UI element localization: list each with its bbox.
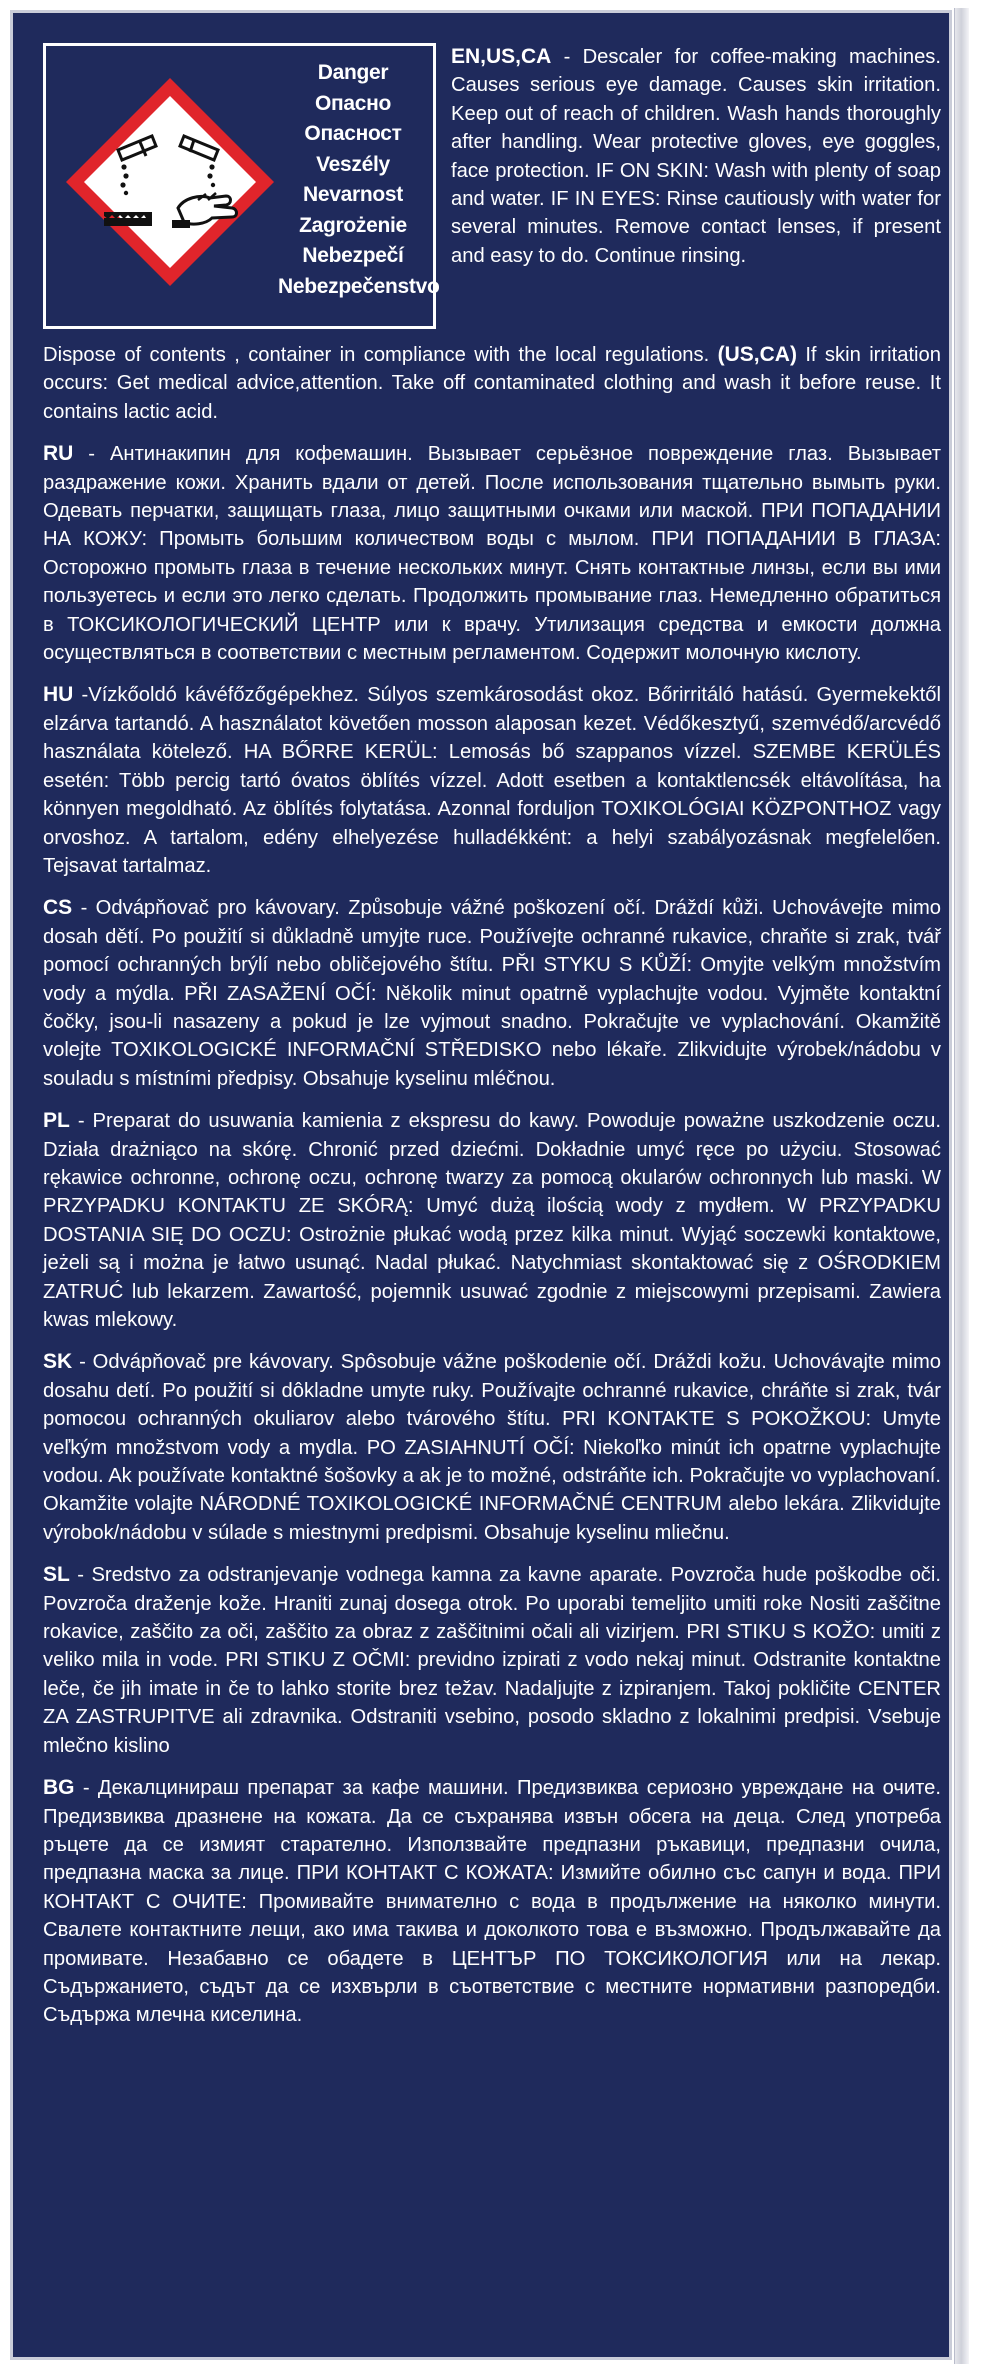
signal-word: Опасно xyxy=(314,91,392,115)
signal-word: Danger xyxy=(317,61,389,84)
language-code: (US,CA) xyxy=(717,343,797,366)
language-code: PL xyxy=(43,1109,70,1133)
language-code: BG xyxy=(43,1776,75,1800)
signal-word: Опасност xyxy=(304,122,402,145)
section-ru xyxy=(43,440,941,667)
section-sk xyxy=(43,1348,941,1547)
signal-word: Nebezpečenstvo xyxy=(278,274,440,298)
box-edge xyxy=(954,8,969,2364)
warning-text: Dispose of contents , container in compliance with the local regulations. xyxy=(43,344,718,366)
signal-word: Veszély xyxy=(316,152,390,176)
section-sl xyxy=(43,1561,941,1760)
warning-text: - Sredstvo za odstranjevanje vodnega kamna za kavne aparate. Povzroča hude poškodbe oči. Povzroča draženje kože. Hraniti zunaj dosega otrok. Po uporabi temeljito umiti roke Nositi zaščitne rokavice, zaščito za oči, zaščito za obraz z zaščitnimi očali ali vizirjem. PRI STIKU S KOŽO: umiti z veliko mila in vode. PRI STIKU Z OČMI: previdno izpirati z vodo nekaj minut. Odstranite kontaktne leče, če jih imate in če to lahko storite brez težav. Nadaljujte z izpiranjem. Takoj pokličite CENTER ZA ZASTRUPITVE ali zdravnika. Odstraniti vsebino, posodo skladno z lokalnimi predpisi. Vsebuje mlečno kislino xyxy=(43,1564,941,1757)
hazard-box xyxy=(43,43,440,329)
language-code: RU xyxy=(43,442,74,466)
language-code: SK xyxy=(43,1350,73,1374)
warning-text: - Odvápňovač pro kávovary. Způsobuje vážné poškození očí. Dráždí kůži. Uchovávejte mimo dosah dětí. Po použití si důkladně umyjte ruce. Používejte ochranné rukavice, chraňte si zrak, tvář pomocí ochranných brýlí nebo obličejového štítu. PŘI STYKU S KŮŽÍ: Omyjte velkým množstvím vody a mýdla. PŘI ZASAŽENÍ OČÍ: Několik minut opatrně vyplachujte vodou. Vyjměte kontaktní čočky, jsou-li nasazeny a pokud je lze vyjmout snadno. Pokračujte ve vyplachování. Okamžitě volejte TOXIKOLOGICKÉ INFORMAČNÍ STŘEDISKO nebo lékaře. Zlikvidujte výrobek/nádobu v souladu s místními předpisy. Obsahuje kyselinu mléčnou. xyxy=(43,897,941,1090)
language-code: HU xyxy=(43,683,74,707)
signal-word: Nevarnost xyxy=(302,183,403,206)
section-hu xyxy=(43,681,941,880)
english-continuation xyxy=(43,341,941,426)
english-warning-text xyxy=(451,43,941,270)
warning-text: - Descaler for coffee-making machines. Causes serious eye damage. Causes skin irritation. Keep out of reach of children. Wash hands thoroughly after handling. Wear protective gloves, eye goggles, face protection. IF ON SKIN: Wash with plenty of soap and water. IF IN EYES: Rinse cautiously with water for several minutes. Remove contact lenses, if present and easy to do. Continue rinsing. xyxy=(451,46,941,267)
warning-text: - Odvápňovač pre kávovary. Spôsobuje vážne poškodenie očí. Dráždi kožu. Uchovávajte mimo dosahu detí. Po použití si dôkladne umyte ruky. Používajte ochranné rukavice, chráňte si zrak, tvár pomocou ochranných okuliarov alebo tvárového štítu. PRI KONTAKTE S POKOŽKOU: Umyte veľkým množstvom vody a mydla. PO ZASIAHNUTÍ OČÍ: Niekoľko minút ich opatrne vyplachujte vodou. Ak používate kontaktné šošovky a ak je to možné, odstráňte ich. Pokračujte vo vyplachovaní. Okamžite volajte NÁRODNÉ TOXIKOLOGICKÉ INFORMAČNÉ CENTRUM alebo lekára. Zlikvidujte výrobok/nádobu v súlade s miestnymi predpismi. Obsahuje kyselinu mliečnu. xyxy=(43,1351,941,1544)
warning-text: - Декалцинираш препарат за кафе машини. Предизвиква сериозно увреждане на очите. Предизвиква дразнене на кожата. Да се съхранява извън обсега на деца. След употреба ръцете да се измият старателно. Използвайте предпазни ръкавици, предпазни очила, предпазна маска за лице. ПРИ КОНТАКТ С КОЖАТА: Измийте обилно със сапун и вода. ПРИ КОНТАКТ С ОЧИТЕ: Промивайте внимателно с вода в продължение на няколко минути. Свалете контактните лещи, ако има такива и доколкото това е възможно. Продължавайте да промивате. Незабавно се обадете в ЦЕНТЪР ПО ТОКСИКОЛОГИЯ или на лекар. Съдържанието, съдът да се изхвърли в съответствие с местните нормативни разпоредби. Съдържа млечна киселина. xyxy=(43,1777,941,2027)
warning-text: - Preparat do usuwania kamienia z ekspresu do kawy. Powoduje poważne uszkodzenie oczu. Działa drażniąco na skórę. Chronić przed dziećmi. Dokładnie umyć ręce po użyciu. Stosować rękawice ochronne, ochronę oczu, ochronę twarzy za pomocą okularów ochronnych lub maski. W PRZYPADKU KONTAKTU ZE SKÓRĄ: Umyć dużą ilością wody z mydłem. W PRZYPADKU DOSTANIA SIĘ DO OCZU: Ostrożnie płukać wodą przez kilka minut. Wyjąć soczewki kontaktowe, jeżeli są i można je łatwo usunąć. Nadal płukać. Natychmiast skontaktować się z OŚRODKIEM ZATRUĆ lub lekarzem. Zawartość, pojemnik usuwać zgodnie z miejscowymi przepisami. Zawiera kwas mlekowy. xyxy=(43,1110,941,1331)
signal-word: Nebezpečí xyxy=(302,244,404,267)
warning-text: If skin irritation occurs: Get medical advice,attention. Take off contaminated clothing and wash it before reuse. It contains lactic acid. xyxy=(43,344,941,423)
section-bg xyxy=(43,1774,941,2030)
corrosion-hazard-icon xyxy=(60,72,280,292)
language-code: SL xyxy=(43,1563,70,1587)
warning-text: - Антинакипин для кофемашин. Вызывает серьёзное повреждение глаз. Вызывает раздражение кожи. Хранить вдали от детей. После использования тщательно вымыть руки. Одевать перчатки, защищать глаза, лицо защитными очками или маской. ПРИ ПОПАДАНИИ НА КОЖУ: Промыть большим количеством воды с мылом. ПРИ ПОПАДАНИИ В ГЛАЗА: Осторожно промыть глаза в течение нескольких минут. Снять контактные линзы, если вы ими пользуетесь и если это легко сделать. Продолжить промывание глаз. Немедленно обратиться в ТОКСИКОЛОГИЧЕСКИЙ ЦЕНТР или к врачу. Утилизация средства и емкости должна осуществляться в соответствии с местным регламентом. Содержит молочную кислоту. xyxy=(43,443,941,665)
signal-words xyxy=(278,58,440,302)
label-panel xyxy=(10,10,952,2360)
language-code: CS xyxy=(43,896,73,920)
warning-sections xyxy=(43,341,941,2030)
warning-text: -Vízkőoldó kávéfőzőgépekhez. Súlyos szemkárosodást okoz. Bőrirritáló hatású. Gyermekektől elzárva tartandó. A használatot követően mosson alaposan kezet. Védőkesztyű, szemvédő/arcvédő használata kötelező. HA BŐRRE KERÜL: Lemosás bő szappanos vízzel. SZEMBE KERÜLÉS esetén: Több percig tartó óvatos öblítés vízzel. Adott esetben a kontaktlencsék eltávolítása, ha könnyen megoldható. Az öblítés folytatása. Azonnal forduljon TOXIKOLÓGIAI KÖZPONTHOZ vagy orvoshoz. A tartalom, edény elhelyezése hulladékként: a helyi szabályozásnak megfelelően. Tejsavat tartalmaz. xyxy=(43,684,941,877)
section-pl xyxy=(43,1107,941,1334)
section-cs xyxy=(43,894,941,1093)
language-code: EN,US,CA xyxy=(451,45,552,68)
signal-word: Zagrożenie xyxy=(299,213,407,237)
